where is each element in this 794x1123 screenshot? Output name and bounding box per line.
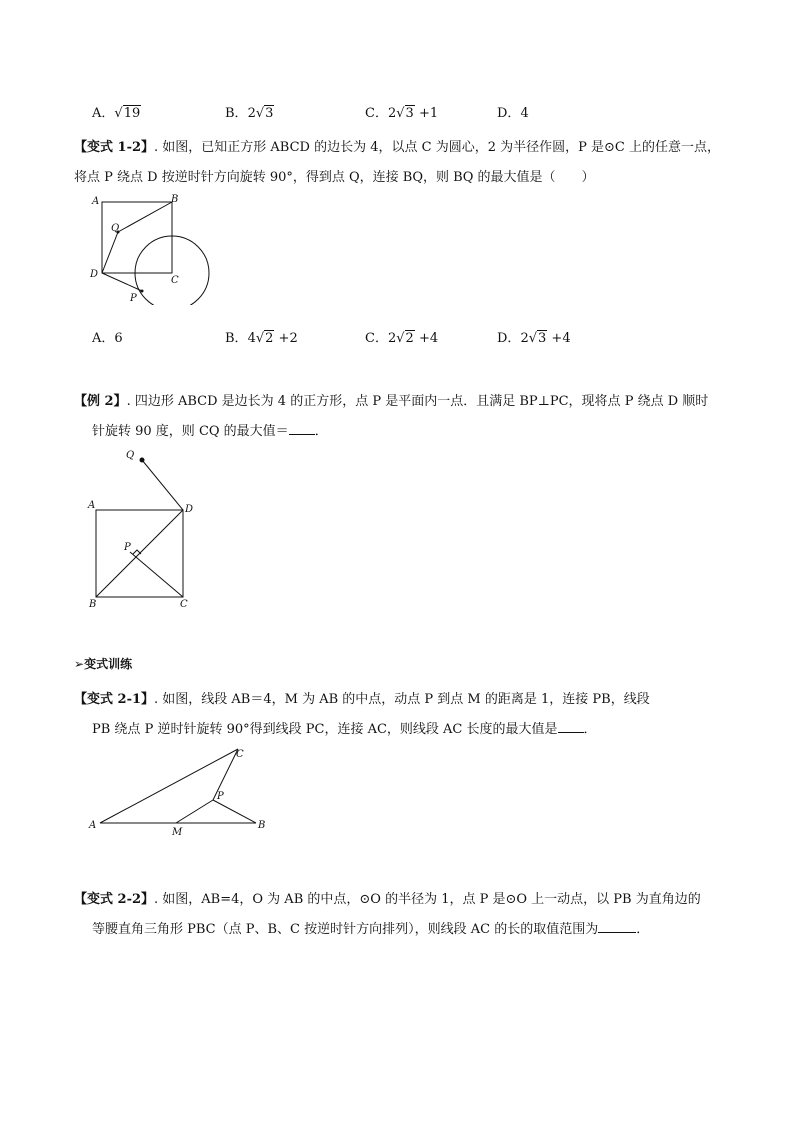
option-a-v12: A．6 <box>92 331 123 346</box>
label-b-ex2: B <box>89 599 97 610</box>
segment-pm <box>176 800 213 823</box>
answer-blank[interactable] <box>289 423 315 435</box>
label-a-ex2: A <box>88 500 96 511</box>
label-c-v21: C <box>236 749 244 760</box>
label-q-ex2: Q <box>126 450 135 461</box>
label-c: C <box>171 275 179 286</box>
question-v21-line2: PB 绕点 P 逆时针旋转 90°得到线段 PC，连接 AC，则线段 AC 长度的最大值是 ． <box>92 722 597 737</box>
section-heading: ➢变式训练 <box>74 657 133 671</box>
sqrt-icon: √ <box>255 106 265 121</box>
segment-ac <box>100 749 238 823</box>
option-b-v12: B．4√2 +2 <box>225 331 298 346</box>
sqrt-icon: √ <box>396 331 405 346</box>
question-v22-line2: 等腰直角三角形 PBC（点 P、B、C 按逆时针方向排列），则线段 AC 的长的取值范围为 ． <box>92 922 650 937</box>
label-c-ex2: C <box>180 599 188 610</box>
segment-pc <box>130 552 183 597</box>
label-d-ex2: D <box>185 504 194 515</box>
option-d-prev: D．4 <box>497 106 529 121</box>
sqrt-icon: √ <box>255 331 265 346</box>
figure-v12 <box>86 190 226 305</box>
sqrt-icon: √ <box>114 106 123 121</box>
option-a-prev: A．√19 <box>92 106 141 121</box>
segment-dq <box>102 232 118 273</box>
right-angle-mark <box>133 550 141 554</box>
label-p-v21: P <box>217 791 224 802</box>
sqrt-icon: √ <box>528 331 538 346</box>
point-q-ex2 <box>140 458 145 463</box>
segment-pb <box>213 800 256 823</box>
label-b-v21: B <box>258 820 266 831</box>
option-b-prev: B．2√3 <box>225 106 274 121</box>
question-ex2-line1: 【例 2】. 四边形 ABCD 是边长为 4 的正方形，点 P 是平面内一点．且满足 BP⊥PC，现将点 P 绕点 D 顺时 <box>74 394 709 409</box>
label-d: D <box>90 269 99 280</box>
label-a-v21: A <box>89 820 97 831</box>
question-ex2-line2: 针旋转 90 度，则 CQ 的最大值＝ ． <box>92 424 328 439</box>
label-b: B <box>171 194 179 205</box>
label-p-ex2: P <box>124 542 131 553</box>
figure-v21 <box>86 742 276 837</box>
figure-ex2 <box>86 444 206 616</box>
question-v21-line1: 【变式 2-1】. 如图，线段 AB＝4，M 为 AB 的中点，动点 P 到点 M 的距离是 1，连接 PB，线段 <box>74 692 650 707</box>
label-p: P <box>130 293 137 304</box>
label-a: A <box>92 196 100 207</box>
arrow-bullet-icon: ➢ <box>74 657 85 671</box>
label-m-v21: M <box>172 827 183 837</box>
option-c-v12: C．2√2 +4 <box>365 331 439 346</box>
question-v22-line1: 【变式 2-2】. 如图，AB=4，O 为 AB 的中点，⊙O 的半径为 1，点 P 是⊙O 上一动点，以 PB 为直角边的 <box>74 892 701 907</box>
segment-qb <box>118 202 172 232</box>
label-q: Q <box>111 223 120 234</box>
option-c-prev: C．2√3 +1 <box>365 106 439 121</box>
option-d-v12: D．2√3 +4 <box>497 331 571 346</box>
segment-bd <box>96 510 183 597</box>
sqrt-icon: √ <box>396 106 405 121</box>
answer-blank[interactable] <box>558 721 584 733</box>
answer-blank[interactable] <box>598 921 636 933</box>
point-p <box>141 290 144 293</box>
question-v12-line2: 将点 P 绕点 D 按逆时针方向旋转 90°，得到点 Q，连接 BQ，则 BQ 的最大值是（ ） <box>74 170 595 185</box>
segment-dq-ex2 <box>142 460 183 510</box>
question-v12-line1: 【变式 1-2】. 如图，已知正方形 ABCD 的边长为 4，以点 C 为圆心，2 为半径作圆，P 是⊙C 上的任意一点， <box>74 140 720 155</box>
